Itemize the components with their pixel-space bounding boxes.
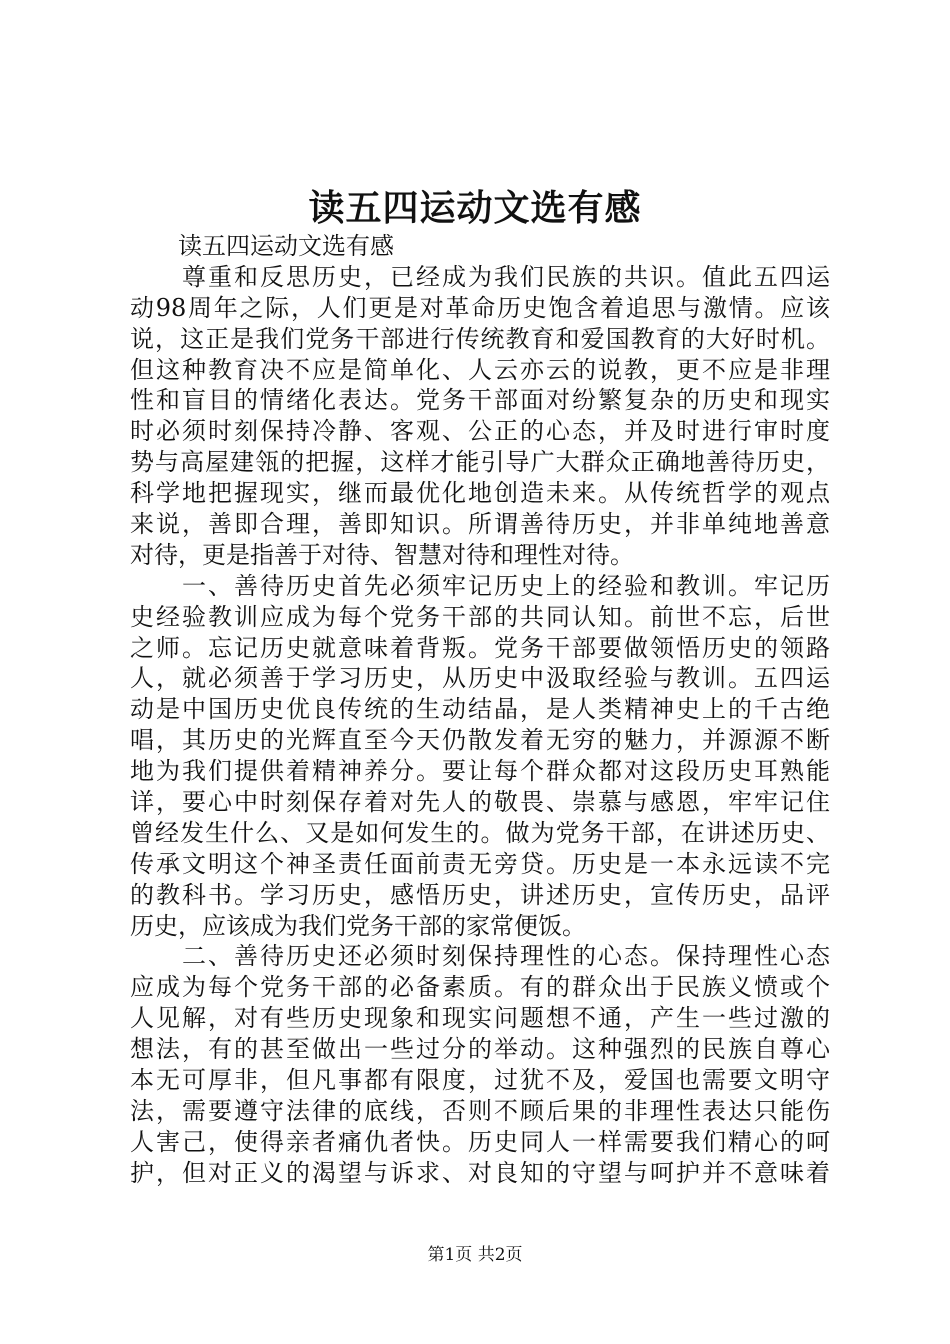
text-line: 详，要心中时刻保存着对先人的敬畏、崇慕与感恩，牢牢记住 bbox=[130, 788, 830, 817]
text-line: 动98周年之际，人们更是对革命历史饱含着追思与激情。应该 bbox=[130, 293, 830, 322]
text-line: 性和盲目的情绪化表达。党务干部面对纷繁复杂的历史和现实 bbox=[130, 386, 830, 415]
text-line: 应成为每个党务干部的必备素质。有的群众出于民族义愤或个 bbox=[130, 973, 830, 1002]
text-line: 时必须时刻保持冷静、客观、公正的心态，并及时进行审时度 bbox=[130, 417, 830, 446]
text-line: 地为我们提供着精神养分。要让每个群众都对这段历史耳熟能 bbox=[130, 757, 830, 786]
page-footer: 第1页 共2页 bbox=[427, 1245, 523, 1265]
text-line: 动是中国历史优良传统的生动结晶，是人类精神史上的千古绝 bbox=[130, 695, 830, 724]
text-line: 科学地把握现实，继而最优化地创造未来。从传统哲学的观点 bbox=[130, 479, 830, 508]
text-line: 想法，有的甚至做出一些过分的举动。这种强烈的民族自尊心 bbox=[130, 1035, 830, 1064]
text-line: 尊重和反思历史，已经成为我们民族的共识。值此五四运 bbox=[130, 262, 830, 291]
text-line: 说，这正是我们党务干部进行传统教育和爱国教育的大好时机。 bbox=[130, 324, 830, 353]
text-line: 人见解，对有些历史现象和现实问题想不通，产生一些过激的 bbox=[130, 1004, 830, 1033]
text-line: 一、善待历史首先必须牢记历史上的经验和教训。牢记历 bbox=[130, 571, 830, 600]
document-body bbox=[130, 231, 830, 1189]
text-line: 护，但对正义的渴望与诉求、对良知的守望与呵护并不意味着 bbox=[130, 1158, 830, 1187]
text-line: 传承文明这个神圣责任面前责无旁贷。历史是一本永远读不完 bbox=[130, 849, 830, 878]
text-line: 来说，善即合理，善即知识。所谓善待历史，并非单纯地善意 bbox=[130, 510, 830, 539]
text-line: 势与高屋建瓴的把握，这样才能引导广大群众正确地善待历史， bbox=[130, 448, 830, 477]
text-line: 本无可厚非，但凡事都有限度，过犹不及，爱国也需要文明守 bbox=[130, 1066, 830, 1095]
text-line: 唱，其历史的光辉直至今天仍散发着无穷的魅力，并源源不断 bbox=[130, 726, 830, 755]
text-line: 法，需要遵守法律的底线，否则不顾后果的非理性表达只能伤 bbox=[130, 1096, 830, 1125]
text-line: 曾经发生什么、又是如何发生的。做为党务干部，在讲述历史、 bbox=[130, 818, 830, 847]
text-line: 但这种教育决不应是简单化、人云亦云的说教，更不应是非理 bbox=[130, 355, 830, 384]
text-line: 史经验教训应成为每个党务干部的共同认知。前世不忘，后世 bbox=[130, 602, 830, 631]
document-title: 读五四运动文选有感 bbox=[308, 187, 642, 229]
text-line: 二、善待历史还必须时刻保持理性的心态。保持理性心态 bbox=[130, 942, 830, 971]
text-line: 历史，应该成为我们党务干部的家常便饭。 bbox=[130, 911, 586, 940]
text-line: 人，就必须善于学习历史，从历史中汲取经验与教训。五四运 bbox=[130, 664, 830, 693]
text-line: 对待，更是指善于对待、智慧对待和理性对待。 bbox=[130, 540, 634, 569]
text-line: 人害己，使得亲者痛仇者快。历史同人一样需要我们精心的呵 bbox=[130, 1127, 830, 1156]
text-line: 的教科书。学习历史，感悟历史，讲述历史，宣传历史，品评 bbox=[130, 880, 830, 909]
text-line: 之师。忘记历史就意味着背叛。党务干部要做领悟历史的领路 bbox=[130, 633, 830, 662]
text-line: 读五四运动文选有感 bbox=[130, 232, 394, 260]
